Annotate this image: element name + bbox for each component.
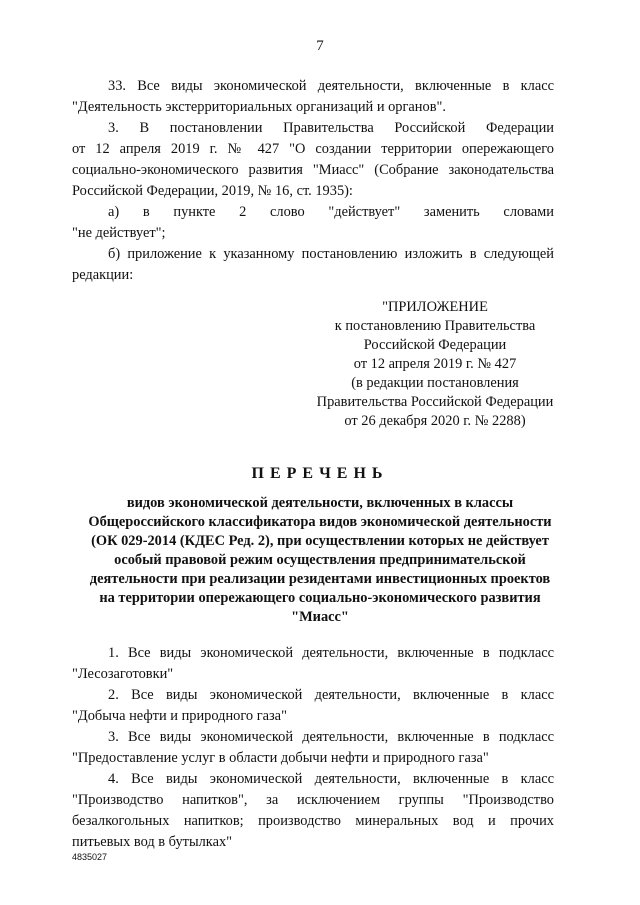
appendix-line: от 12 апреля 2019 г. № 427	[353, 356, 517, 372]
item-3-line-4: Российской Федерации, 2019, № 16, ст. 1935):	[72, 183, 353, 199]
list-item-4-line-4: питьевых вод в бутылках"	[72, 834, 233, 850]
page-number: 7	[316, 38, 324, 54]
appendix-line: к постановлению Правительства	[334, 318, 536, 334]
appendix-header	[300, 298, 570, 431]
list-title: ПЕРЕЧЕНЬ	[251, 465, 389, 482]
list-item-4-line-2: "Производство напитков", за исключением группы "Производство	[72, 792, 554, 808]
list-subtitle	[60, 494, 580, 627]
subtitle-line: Общероссийского классификатора видов экономической деятельности	[88, 514, 552, 530]
document-code: 4835027	[72, 852, 108, 862]
list-item-2-line-1: 2. Все виды экономической деятельности, включенные в класс	[108, 687, 554, 703]
subtitle-line: деятельности при реализации резидентами инвестиционных проектов	[89, 571, 551, 587]
list-item-4-line-1: 4. Все виды экономической деятельности, включенные в класс	[108, 771, 554, 787]
item-33-line-2: "Деятельность экстерриториальных организаций и органов".	[72, 99, 446, 115]
appendix-line: (в редакции постановления	[351, 375, 519, 391]
list-item-4-line-3: безалкогольных напитков; производство минеральных вод и прочих	[72, 813, 554, 829]
subtitle-line: на территории опережающего социально-экономического развития	[99, 590, 541, 606]
list-item-1-line-1: 1. Все виды экономической деятельности, включенные в подкласс	[108, 645, 554, 661]
list-item-3-line-2: "Предоставление услуг в области добычи нефти и природного газа"	[72, 750, 489, 766]
sub-a-line-2: "не действует";	[72, 225, 166, 241]
appendix-line: Правительства Российской Федерации	[316, 394, 554, 410]
appendix-line: от 26 декабря 2020 г. № 2288)	[344, 413, 526, 429]
subtitle-line: особый правовой режим осуществления предпринимательской	[114, 552, 526, 568]
list-item-2-line-2: "Добыча нефти и природного газа"	[72, 708, 287, 724]
subtitle-line: (ОК 029-2014 (КДЕС Ред. 2), при осуществлении которых не действует	[91, 533, 549, 549]
sub-b-line-1: б) приложение к указанному постановлению изложить в следующей	[108, 246, 554, 262]
item-3-line-1: 3. В постановлении Правительства Российской Федерации	[108, 120, 554, 136]
list-item-1-line-2: "Лесозаготовки"	[72, 666, 174, 682]
item-33-line-1: 33. Все виды экономической деятельности, включенные в класс	[108, 78, 554, 94]
appendix-line: Российской Федерации	[363, 337, 507, 353]
appendix-line: "ПРИЛОЖЕНИЕ	[382, 299, 488, 315]
list-item-3-line-1: 3. Все виды экономической деятельности, включенные в подкласс	[108, 729, 554, 745]
subtitle-line: "Миасс"	[291, 609, 349, 625]
subtitle-line: видов экономической деятельности, включенных в классы	[126, 495, 514, 511]
item-3-line-2: от 12 апреля 2019 г. № 427 "О создании территории опережающего	[72, 141, 554, 157]
sub-a-line-1: а) в пункте 2 слово "действует" заменить словами	[108, 204, 554, 220]
intro-section	[72, 76, 554, 286]
item-3-line-3: социально-экономического развития "Миасс" (Собрание законодательства	[72, 162, 554, 178]
sub-b-line-2: редакции:	[72, 267, 134, 283]
activity-list	[72, 643, 554, 853]
